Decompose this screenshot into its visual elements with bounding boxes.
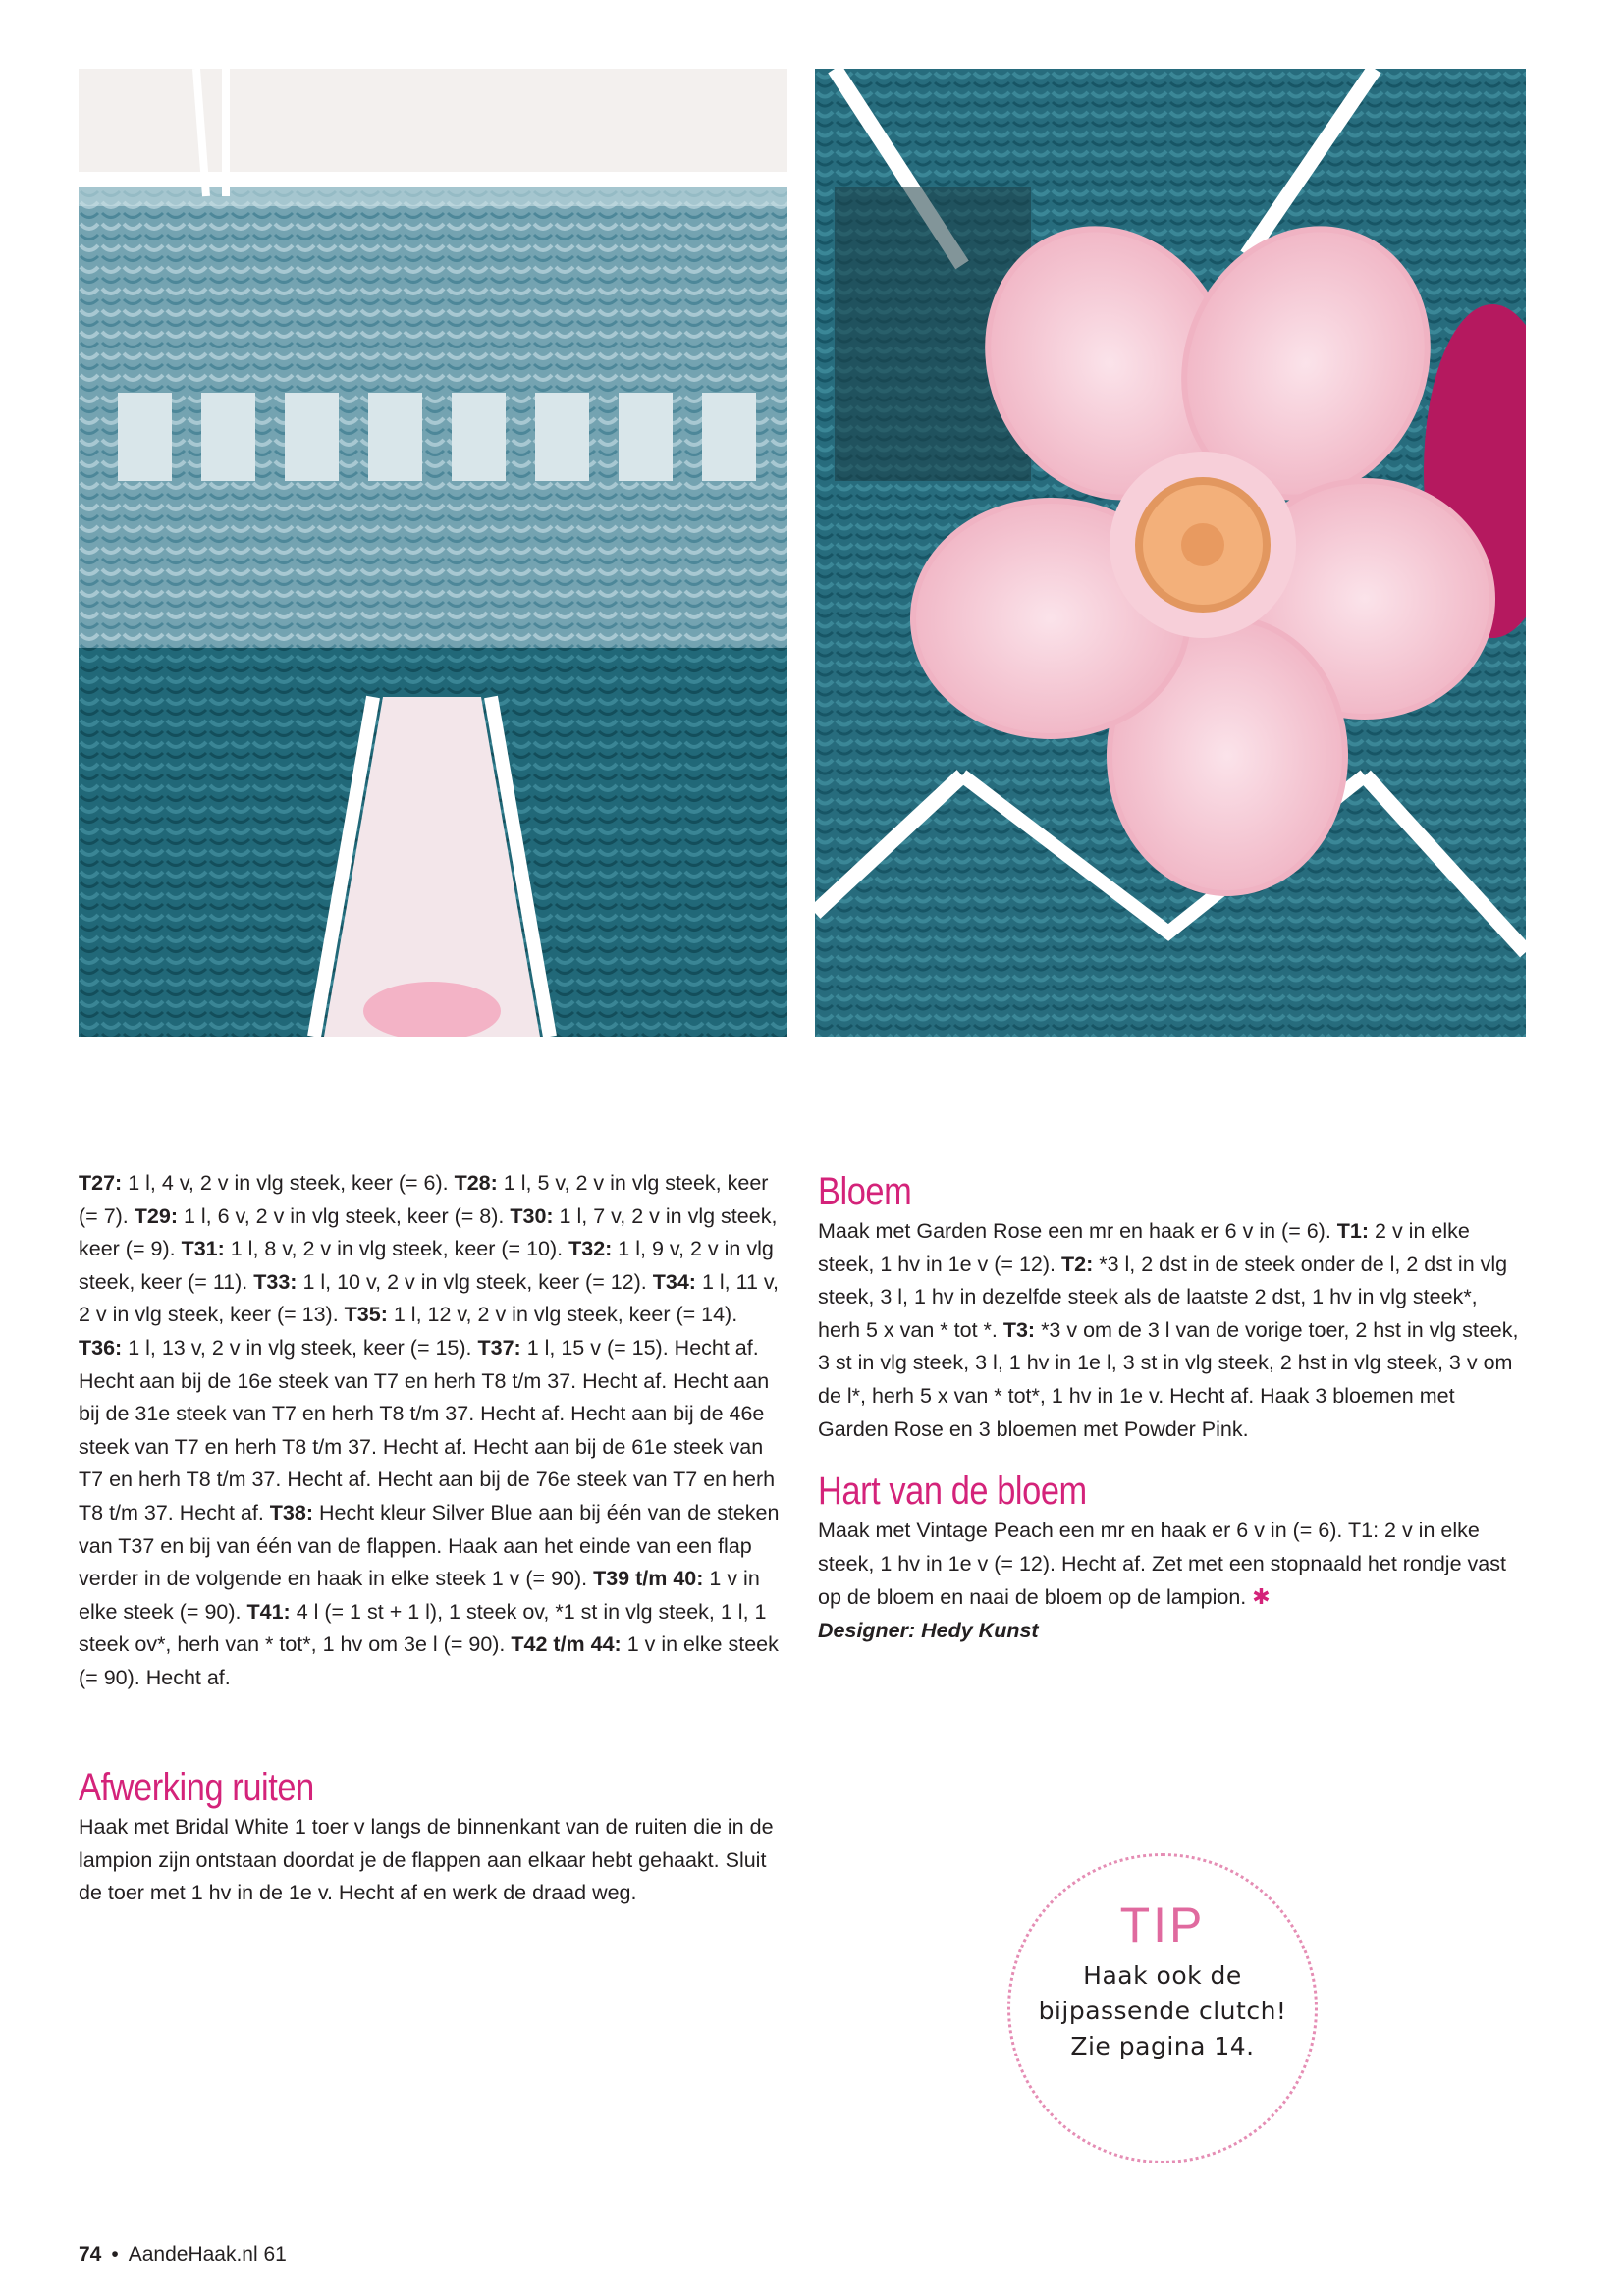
- afwerking-text: Haak met Bridal White 1 toer v langs de binnenkant van de ruiten die in de lampion zijn ontstaan doordat je de flappen aan elkaar hebt gehaakt. Sluit de toer met 1 hv in de 1e v. Hecht af en werk de draad weg.: [79, 1815, 774, 1905]
- page-number: 74: [79, 2243, 102, 2266]
- designer-credit: Designer: Hedy Kunst: [818, 1618, 1039, 1642]
- bloem-instructions: Maak met Garden Rose een mr en haak er 6 v in (= 6). T1: 2 v in elke steek, 1 hv in 1e v (= 12). T2: *3 l, 2 dst in de steek onder de l, 2 dst in vlg steek, 3 l, 1 hv in dezelfde steek als de laatste 2 dst, 1 hv in vlg steek*, herh 5 x van * tot *. T3: *3 v om de 3 l van de vorige toer, 2 hst in vlg steek, 3 st in vlg steek, 3 l, 1 hv in 1e l, 3 st in vlg steek, 2 hst in vlg steek, 3 v om de l*, herh 5 x van * tot*, 1 hv in 1e v. Hecht af. Haak 3 bloemen met Garden Rose en 3 bloemen met Powder Pink.: [818, 1219, 1519, 1441]
- tip-line-1: Haak ook de: [1083, 1961, 1242, 1990]
- tip-line-3: Zie pagina 14.: [1070, 2032, 1255, 2060]
- end-mark-icon: ✱: [1252, 1584, 1271, 1610]
- photo-crochet-flower: [815, 69, 1526, 1037]
- section-afwerking-ruiten: [79, 1764, 785, 1910]
- tip-line-2: bijpassende clutch!: [1038, 1997, 1287, 2025]
- instructions-rounds-27-44: T27: 1 l, 4 v, 2 v in vlg steek, keer (= 6). T28: 1 l, 5 v, 2 v in vlg steek, keer (= 7). T29: 1 l, 6 v, 2 v in vlg steek, keer (= 8). T30: 1 l, 7 v, 2 v in vlg steek, keer (= 9). T31: 1 l, 8 v, 2 v in vlg steek, keer (= 10). T32: 1 l, 9 v, 2 v in vlg steek, keer (= 11). T33: 1 l, 10 v, 2 v in vlg steek, keer (= 12). T34: 1 l, 11 v, 2 v in vlg steek, keer (= 13). T35: 1 l, 12 v, 2 v in vlg steek, keer (= 14). T36: 1 l, 13 v, 2 v in vlg steek, keer (= 15). T37: 1 l, 15 v (= 15). Hecht af. Hecht aan bij de 16e steek van T7 en herh T8 t/m 37. Hecht af. Hecht aan bij de 31e steek van T7 en herh T8 t/m 37. Hecht af. Hecht aan bij de 46e steek van T7 en herh T8 t/m 37. Hecht af. Hecht aan bij de 61e steek van T7 en herh T8 t/m 37. Hecht af. Hecht aan bij de 76e steek van T7 en herh T8 t/m 37. Hecht af. T38: Hecht kleur Silver Blue aan bij één van de steken van T37 en bij van één van de flappen. Haak aan het einde van een flap verder in de volgende en haak in elke steek 1 v (= 90). T39 t/m 40: 1 v in elke steek (= 90). T41: 4 l (= 1 st + 1 l), 1 steek ov, *1 st in vlg steek, 1 l, 1 steek ov*, herh van * tot*, 1 hv om 3e l (= 90). T42 t/m 44: 1 v in elke steek (= 90). Hecht af.: [79, 1171, 780, 1689]
- page-footer: [79, 2241, 287, 2269]
- instructions-left-column: [79, 1167, 785, 1695]
- tip-callout: [1007, 1853, 1318, 2163]
- hart-instructions: [818, 1515, 1525, 1647]
- footer-bullet: •: [111, 2243, 119, 2266]
- instructions-right-column: [818, 1168, 1525, 1648]
- crochet-flower-image: [815, 69, 1526, 1037]
- magazine-issue: AandeHaak.nl 61: [128, 2243, 287, 2266]
- heading-afwerking-ruiten: Afwerking ruiten: [79, 1766, 314, 1809]
- crochet-lampion-image: [79, 69, 787, 1037]
- heading-bloem: Bloem: [818, 1170, 912, 1213]
- heading-hart-van-de-bloem: Hart van de bloem: [818, 1469, 1087, 1514]
- hart-text: Maak met Vintage Peach een mr en haak er 6 v in (= 6). T1: 2 v in elke steek, 1 hv in 1e v (= 12). Hecht af. Zet met een stopnaald het rondje vast op de bloem en naai de bloem op de lampion.: [818, 1519, 1506, 1610]
- tip-title: TIP: [1119, 1897, 1206, 1952]
- photo-lampion-top: [79, 69, 787, 1037]
